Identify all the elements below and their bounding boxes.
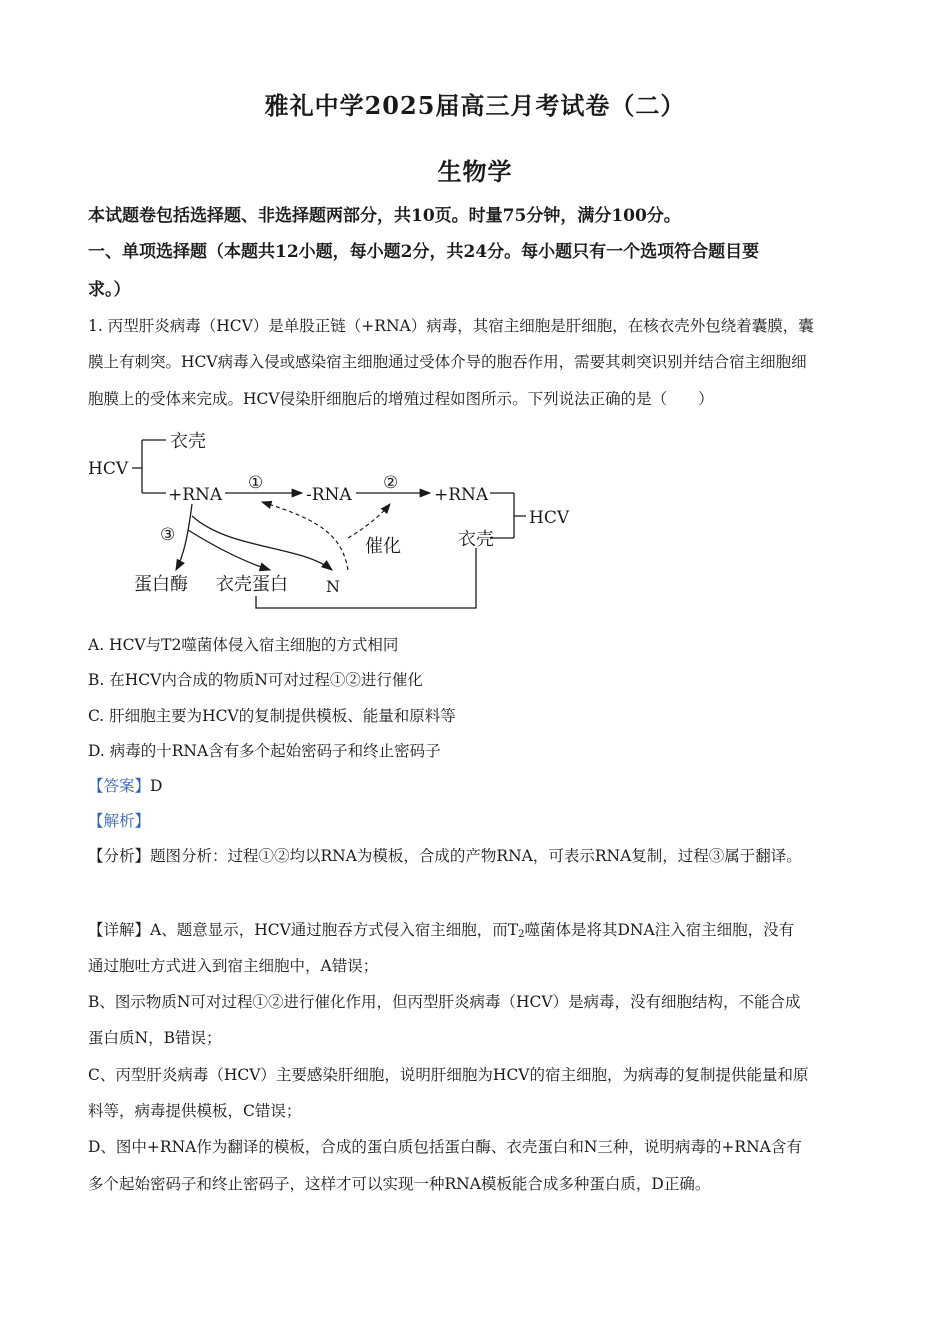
subject-title: 生物学: [437, 157, 513, 186]
arrow-to-protease: [176, 504, 192, 570]
arrow-to-n: [192, 516, 332, 570]
option-b: B. 在HCV内合成的物质N可对过程①②进行催化: [88, 671, 423, 689]
analysis-tag: 【解析】: [88, 812, 151, 830]
section-heading-line1: 一、单项选择题（本题共12小题，每小题2分，共24分。每小题只有一个选项符合题目要: [88, 242, 760, 262]
right-bracket: [490, 493, 526, 538]
option-a: A. HCV与T2噬菌体侵入宿主细胞的方式相同: [88, 636, 399, 654]
section-heading-line2: 求。）: [88, 280, 131, 300]
question-stem-line3: 胞膜上的受体来完成。HCV侵染肝细胞后的增殖过程如图所示。下列说法正确的是（ ）: [88, 390, 714, 408]
hcv-right-label: HCV: [529, 508, 570, 528]
left-bracket: [132, 440, 166, 493]
hcv-proliferation-diagram: [80, 420, 600, 620]
catalysis-arrow-step2: [348, 504, 390, 538]
protease-label: 蛋白酶: [134, 574, 188, 595]
option-c: C. 肝细胞主要为HCV的复制提供模板、能量和原料等: [88, 707, 456, 725]
detail-line6: 料等，病毒提供模板，C错误；: [88, 1102, 302, 1120]
capsid-protein-label: 衣壳蛋白: [216, 574, 288, 595]
detail-line5: C、丙型肝炎病毒（HCV）主要感染肝细胞，说明肝细胞为HCV的宿主细胞，为病毒的复制提供能量和原: [88, 1066, 809, 1084]
n-label: N: [326, 577, 340, 596]
answer-tag: 【答案】: [88, 777, 151, 795]
answer-line: [88, 776, 162, 796]
minus-rna-label: -RNA: [306, 485, 352, 505]
detail-line1-subscript: 2: [518, 929, 525, 940]
analysis-line: 【分析】题图分析：过程①②均以RNA为模板，合成的产物RNA，可表示RNA复制，过程③属于翻译。: [88, 847, 802, 865]
detail-line1-part-b: 噬菌体是将其DNA注入宿主细胞，没有: [524, 921, 795, 939]
detail-line3: B、图示物质N可对过程①②进行催化作用，但丙型肝炎病毒（HCV）是病毒，没有细胞结构，不能合成: [88, 993, 801, 1011]
detail-line7: D、图中+RNA作为翻译的模板，合成的蛋白质包括蛋白酶、衣壳蛋白和N三种，说明病毒的+RNA含有: [88, 1138, 802, 1156]
capsid-right-label: 衣壳: [458, 529, 494, 550]
intro-line: 本试题卷包括选择题、非选择题两部分，共10页。时量75分钟，满分100分。: [88, 206, 681, 226]
detail-line8: 多个起始密码子和终止密码子，这样才可以实现一种RNA模板能合成多种蛋白质，D正确。: [88, 1175, 711, 1193]
hcv-left-label: HCV: [88, 459, 129, 479]
detail-line4: 蛋白质N，B错误；: [88, 1029, 222, 1047]
question-stem-line2: 膜上有刺突。HCV病毒入侵或感染宿主细胞通过受体介导的胞吞作用，需要其刺突识别并结合宿主细胞细: [88, 353, 807, 371]
detail-line1: [88, 920, 794, 940]
catalysis-arrow-step1: [262, 502, 348, 570]
capsid-assembly-line: [256, 548, 476, 608]
plus-rna-label-2: +RNA: [434, 485, 489, 505]
exam-title: 雅礼中学2025届高三月考试卷（二）: [264, 91, 686, 120]
question-stem-line1: 1. 丙型肝炎病毒（HCV）是单股正链（+RNA）病毒，其宿主细胞是肝细胞，在核衣壳外包绕着囊膜，囊: [88, 317, 814, 335]
detail-line1-part-a: 【详解】A、题意显示，HCV通过胞吞方式侵入宿主细胞，而T: [88, 921, 519, 939]
option-d: D. 病毒的十RNA含有多个起始密码子和终止密码子: [88, 742, 441, 760]
step2-label: ②: [383, 473, 399, 493]
capsid-top-label: 衣壳: [170, 431, 206, 452]
detail-line2: 通过胞吐方式进入到宿主细胞中，A错误；: [88, 957, 379, 975]
answer-value: D: [150, 777, 163, 795]
step1-label: ①: [248, 473, 264, 493]
plus-rna-label-1: +RNA: [168, 485, 223, 505]
catalysis-label: 催化: [365, 536, 401, 557]
step3-label: ③: [160, 525, 176, 545]
